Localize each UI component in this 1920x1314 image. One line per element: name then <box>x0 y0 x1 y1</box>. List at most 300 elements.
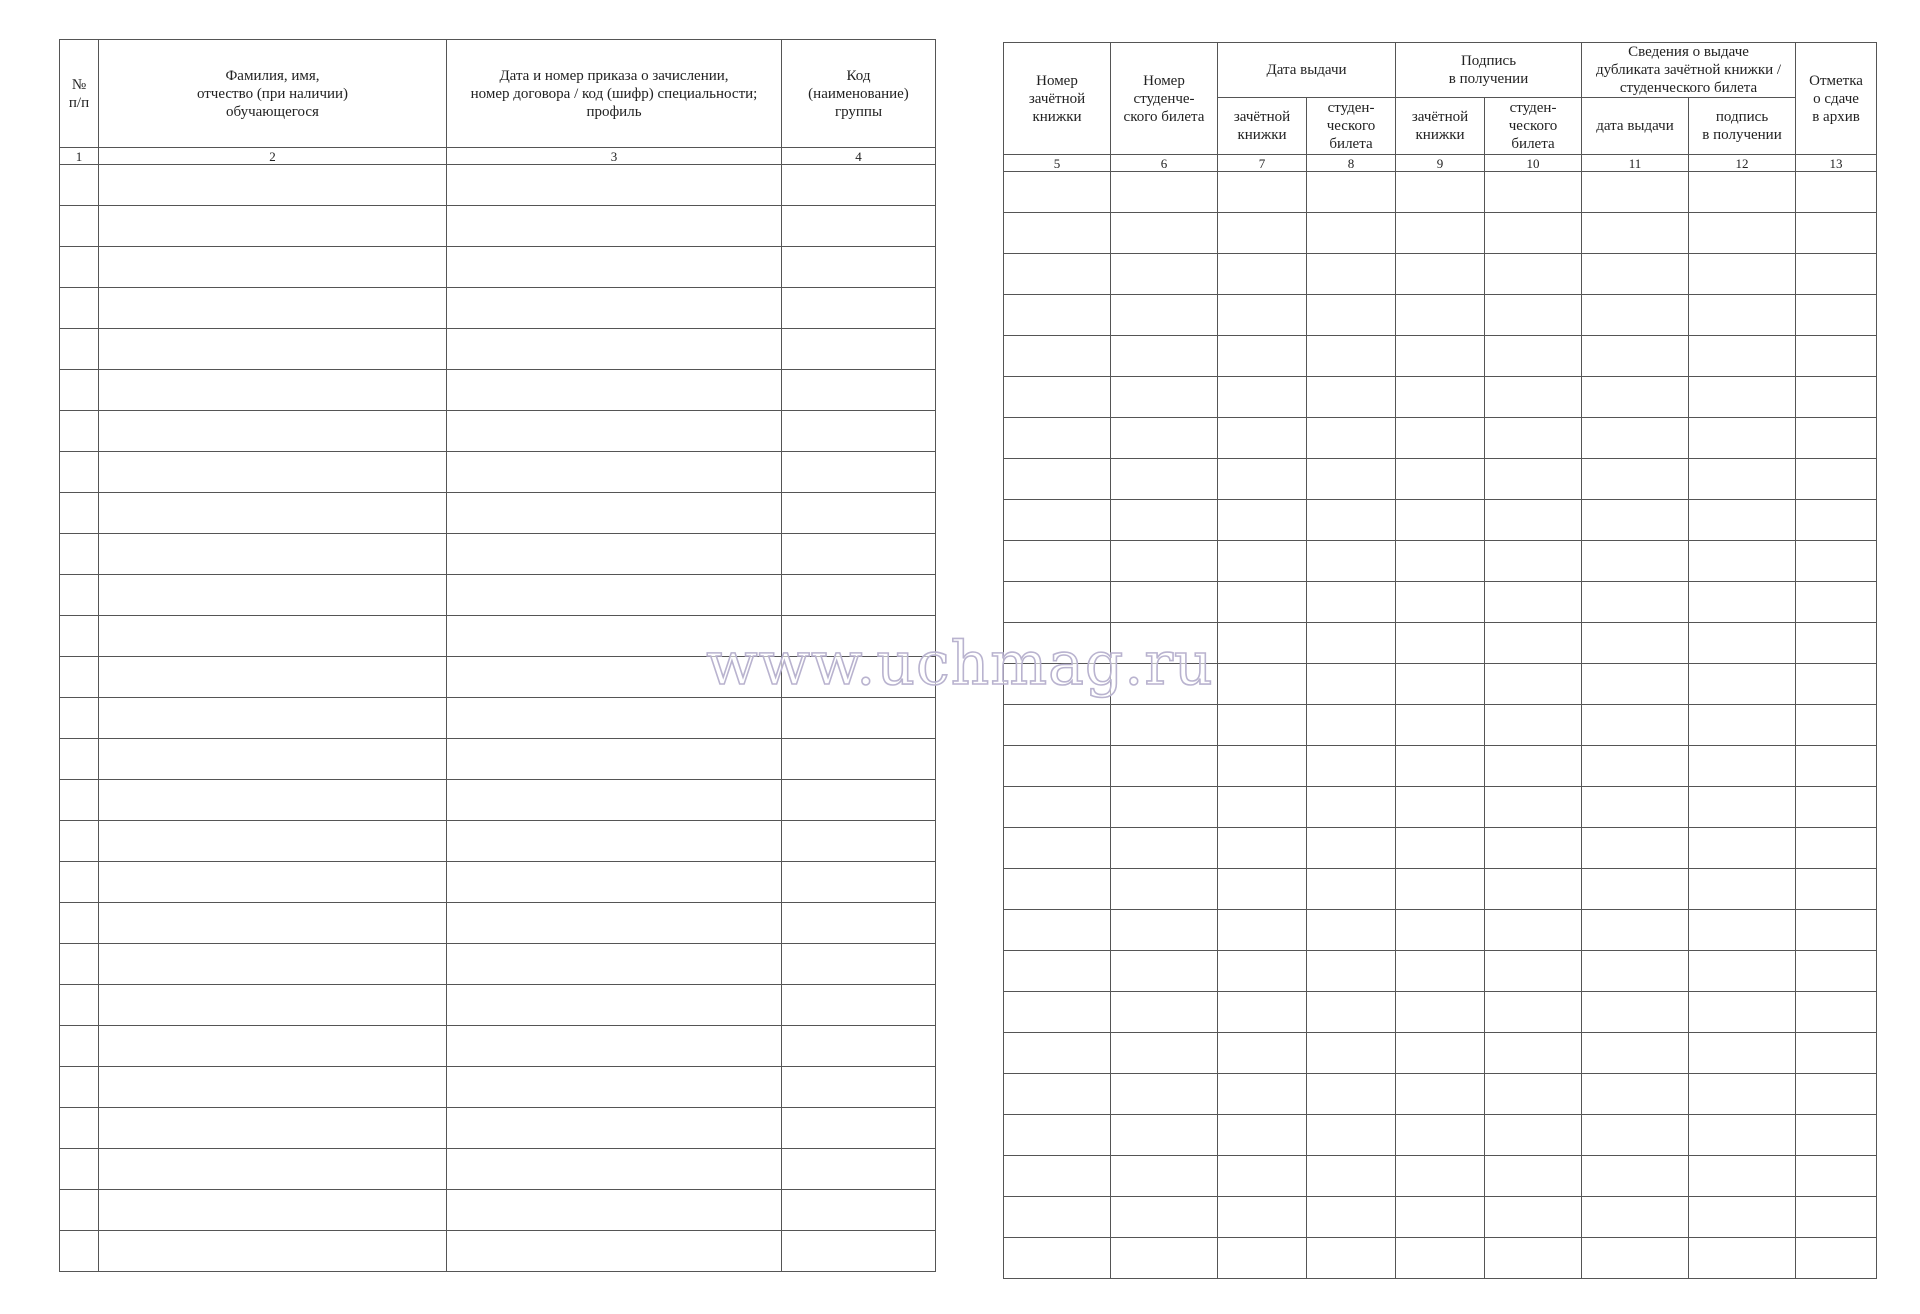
table-cell <box>60 1108 99 1149</box>
table-cell <box>447 657 782 698</box>
header-number: № п/п <box>60 40 99 148</box>
table-cell <box>99 1190 447 1231</box>
table-cell <box>1796 295 1877 336</box>
table-cell <box>782 780 936 821</box>
column-number: 9 <box>1396 155 1485 172</box>
table-cell <box>1307 992 1396 1033</box>
table-cell <box>1485 1197 1582 1238</box>
table-cell <box>1111 336 1218 377</box>
table-cell <box>1111 746 1218 787</box>
table-row <box>60 862 936 903</box>
table-cell <box>1004 910 1111 951</box>
table-cell <box>1307 418 1396 459</box>
table-cell <box>1485 746 1582 787</box>
table-cell <box>1485 787 1582 828</box>
table-cell <box>1111 869 1218 910</box>
right-table-body <box>1004 172 1877 1279</box>
table-cell <box>1396 295 1485 336</box>
table-cell <box>60 411 99 452</box>
table-row <box>60 165 936 206</box>
table-cell <box>99 1231 447 1272</box>
table-cell <box>1396 459 1485 500</box>
table-cell <box>1796 910 1877 951</box>
table-cell <box>1307 295 1396 336</box>
table-row <box>1004 705 1877 746</box>
table-cell <box>782 1149 936 1190</box>
table-cell <box>1689 951 1796 992</box>
table-cell <box>1307 1197 1396 1238</box>
table-cell <box>1582 992 1689 1033</box>
table-row <box>1004 664 1877 705</box>
table-cell <box>60 821 99 862</box>
table-row <box>1004 787 1877 828</box>
table-cell <box>1307 1238 1396 1279</box>
table-cell <box>1582 910 1689 951</box>
table-cell <box>1689 541 1796 582</box>
table-cell <box>1582 1074 1689 1115</box>
table-cell <box>1689 582 1796 623</box>
table-cell <box>1485 951 1582 992</box>
table-cell <box>1582 459 1689 500</box>
table-cell <box>1689 910 1796 951</box>
table-cell <box>60 903 99 944</box>
table-cell <box>99 739 447 780</box>
table-cell <box>1307 172 1396 213</box>
table-cell <box>60 247 99 288</box>
table-cell <box>447 1231 782 1272</box>
table-cell <box>1689 213 1796 254</box>
table-cell <box>447 329 782 370</box>
table-cell <box>1689 336 1796 377</box>
table-cell <box>1796 746 1877 787</box>
table-cell <box>1796 1074 1877 1115</box>
table-cell <box>1111 1074 1218 1115</box>
table-cell <box>1796 172 1877 213</box>
column-number: 12 <box>1689 155 1796 172</box>
table-cell <box>1111 172 1218 213</box>
table-cell <box>1796 500 1877 541</box>
table-cell <box>1485 213 1582 254</box>
table-row <box>60 616 936 657</box>
table-cell <box>1111 377 1218 418</box>
table-cell <box>99 411 447 452</box>
table-cell <box>60 206 99 247</box>
table-cell <box>1582 828 1689 869</box>
table-cell <box>1218 787 1307 828</box>
table-cell <box>1485 377 1582 418</box>
table-cell <box>782 985 936 1026</box>
table-cell <box>1218 582 1307 623</box>
left-journal-table <box>59 39 936 1272</box>
table-cell <box>1396 172 1485 213</box>
table-cell <box>1218 664 1307 705</box>
table-cell <box>99 985 447 1026</box>
right-header-row-top <box>1004 43 1877 98</box>
table-cell <box>1307 541 1396 582</box>
column-number: 5 <box>1004 155 1111 172</box>
header-full-name: Фамилия, имя, отчество (при наличии) обучающегося <box>99 40 447 148</box>
table-cell <box>1307 336 1396 377</box>
table-cell <box>1111 828 1218 869</box>
table-cell <box>1218 459 1307 500</box>
table-cell <box>1004 582 1111 623</box>
table-cell <box>1582 1033 1689 1074</box>
table-cell <box>782 452 936 493</box>
table-cell <box>1218 705 1307 746</box>
table-cell <box>1218 992 1307 1033</box>
table-row <box>1004 500 1877 541</box>
table-cell <box>1689 254 1796 295</box>
table-cell <box>1111 623 1218 664</box>
table-cell <box>1111 1197 1218 1238</box>
table-cell <box>60 780 99 821</box>
table-cell <box>1689 459 1796 500</box>
table-cell <box>1796 787 1877 828</box>
table-cell <box>1582 664 1689 705</box>
header-student-card-number: Номер студенче- ского билета <box>1111 43 1218 155</box>
table-row <box>60 903 936 944</box>
table-cell <box>1004 1156 1111 1197</box>
table-cell <box>1111 541 1218 582</box>
table-cell <box>1307 623 1396 664</box>
right-journal-table <box>1003 42 1877 1279</box>
table-cell <box>1689 746 1796 787</box>
header-archive-mark: Отметка о сдаче в архив <box>1796 43 1877 155</box>
table-cell <box>1218 828 1307 869</box>
table-cell <box>60 985 99 1026</box>
table-cell <box>1004 1197 1111 1238</box>
table-cell <box>447 206 782 247</box>
table-cell <box>1582 500 1689 541</box>
table-row <box>60 739 936 780</box>
table-cell <box>1689 705 1796 746</box>
table-cell <box>1111 1115 1218 1156</box>
table-cell <box>1582 582 1689 623</box>
column-number: 8 <box>1307 155 1396 172</box>
table-cell <box>99 862 447 903</box>
table-cell <box>60 288 99 329</box>
table-row <box>60 985 936 1026</box>
table-row <box>60 534 936 575</box>
table-cell <box>1218 500 1307 541</box>
table-cell <box>1396 582 1485 623</box>
table-cell <box>1796 418 1877 459</box>
table-cell <box>1111 254 1218 295</box>
table-cell <box>60 1190 99 1231</box>
table-cell <box>1004 992 1111 1033</box>
table-cell <box>60 739 99 780</box>
table-cell <box>1796 828 1877 869</box>
table-cell <box>1111 992 1218 1033</box>
table-cell <box>447 1190 782 1231</box>
table-row <box>1004 910 1877 951</box>
table-cell <box>99 903 447 944</box>
table-cell <box>1485 172 1582 213</box>
table-cell <box>782 903 936 944</box>
table-cell <box>1485 1115 1582 1156</box>
table-cell <box>99 493 447 534</box>
table-row <box>1004 1074 1877 1115</box>
table-cell <box>782 534 936 575</box>
table-cell <box>1396 213 1485 254</box>
table-cell <box>99 247 447 288</box>
table-row <box>60 944 936 985</box>
table-cell <box>1485 500 1582 541</box>
table-cell <box>447 411 782 452</box>
table-cell <box>1689 418 1796 459</box>
table-row <box>60 206 936 247</box>
table-cell <box>447 821 782 862</box>
table-cell <box>447 165 782 206</box>
table-cell <box>1396 869 1485 910</box>
table-cell <box>99 698 447 739</box>
table-row <box>60 329 936 370</box>
table-cell <box>1582 1156 1689 1197</box>
table-cell <box>1796 459 1877 500</box>
table-cell <box>447 1026 782 1067</box>
header-issue-date: Дата выдачи <box>1218 43 1396 98</box>
table-row <box>1004 295 1877 336</box>
table-row <box>1004 1238 1877 1279</box>
table-cell <box>1796 705 1877 746</box>
table-cell <box>1218 1115 1307 1156</box>
table-cell <box>782 944 936 985</box>
table-cell <box>99 452 447 493</box>
table-cell <box>1396 746 1485 787</box>
table-cell <box>447 1067 782 1108</box>
table-cell <box>782 411 936 452</box>
table-cell <box>1796 541 1877 582</box>
table-cell <box>60 452 99 493</box>
table-cell <box>1485 254 1582 295</box>
table-cell <box>1796 1156 1877 1197</box>
table-cell <box>99 370 447 411</box>
table-cell <box>1004 418 1111 459</box>
table-row <box>60 1149 936 1190</box>
table-cell <box>782 370 936 411</box>
table-row <box>1004 828 1877 869</box>
table-cell <box>1396 1197 1485 1238</box>
table-cell <box>1396 951 1485 992</box>
table-cell <box>1111 582 1218 623</box>
header-enrollment-order: Дата и номер приказа о зачислении, номер договора / код (шифр) специальности; профиль <box>447 40 782 148</box>
table-cell <box>1689 992 1796 1033</box>
table-cell <box>60 370 99 411</box>
table-cell <box>1307 951 1396 992</box>
table-cell <box>1396 500 1485 541</box>
table-cell <box>1218 1197 1307 1238</box>
table-cell <box>447 247 782 288</box>
table-cell <box>1485 828 1582 869</box>
table-cell <box>1582 213 1689 254</box>
table-cell <box>1396 377 1485 418</box>
table-cell <box>1004 664 1111 705</box>
table-cell <box>1396 705 1485 746</box>
table-cell <box>1307 1074 1396 1115</box>
table-cell <box>1396 787 1485 828</box>
table-cell <box>1582 705 1689 746</box>
table-cell <box>1004 500 1111 541</box>
table-cell <box>1218 869 1307 910</box>
table-cell <box>447 288 782 329</box>
table-cell <box>99 1108 447 1149</box>
table-cell <box>1307 377 1396 418</box>
table-cell <box>1004 1074 1111 1115</box>
table-cell <box>1218 295 1307 336</box>
table-cell <box>1218 172 1307 213</box>
table-cell <box>1582 377 1689 418</box>
table-cell <box>1396 910 1485 951</box>
table-cell <box>1307 500 1396 541</box>
table-cell <box>1218 1074 1307 1115</box>
table-row <box>60 452 936 493</box>
table-cell <box>1111 1238 1218 1279</box>
table-row <box>1004 418 1877 459</box>
table-cell <box>1582 951 1689 992</box>
table-cell <box>1004 213 1111 254</box>
table-cell <box>99 944 447 985</box>
table-cell <box>1689 787 1796 828</box>
table-cell <box>1307 787 1396 828</box>
table-cell <box>1582 869 1689 910</box>
table-cell <box>1004 377 1111 418</box>
table-cell <box>60 1067 99 1108</box>
table-row <box>1004 746 1877 787</box>
table-cell <box>1485 582 1582 623</box>
table-cell <box>1796 623 1877 664</box>
header-group-code: Код (наименование) группы <box>782 40 936 148</box>
table-cell <box>447 903 782 944</box>
table-cell <box>1689 869 1796 910</box>
table-cell <box>1218 1238 1307 1279</box>
table-cell <box>1111 951 1218 992</box>
table-cell <box>1485 295 1582 336</box>
table-cell <box>60 698 99 739</box>
table-cell <box>447 370 782 411</box>
table-row <box>1004 623 1877 664</box>
table-row <box>1004 172 1877 213</box>
table-row <box>60 493 936 534</box>
table-cell <box>99 1149 447 1190</box>
header-issue-date-book: зачётной книжки <box>1218 98 1307 155</box>
table-cell <box>1689 1238 1796 1279</box>
table-row <box>60 821 936 862</box>
table-cell <box>447 493 782 534</box>
table-cell <box>782 657 936 698</box>
table-cell <box>1582 172 1689 213</box>
table-cell <box>1218 910 1307 951</box>
table-cell <box>1004 623 1111 664</box>
column-number: 7 <box>1218 155 1307 172</box>
table-cell <box>447 1108 782 1149</box>
table-cell <box>1796 336 1877 377</box>
table-row <box>60 657 936 698</box>
table-cell <box>782 329 936 370</box>
table-row <box>1004 1115 1877 1156</box>
table-cell <box>99 616 447 657</box>
table-row <box>60 1190 936 1231</box>
table-cell <box>447 452 782 493</box>
table-cell <box>1796 1033 1877 1074</box>
header-duplicate-info: Сведения о выдаче дубликата зачётной книжки / студенческого билета <box>1582 43 1796 98</box>
table-cell <box>1307 746 1396 787</box>
table-cell <box>1004 746 1111 787</box>
header-issue-date-card: студен- ческого билета <box>1307 98 1396 155</box>
table-cell <box>1004 295 1111 336</box>
table-cell <box>782 165 936 206</box>
watermark: www.uchmag.ru <box>706 629 1214 699</box>
table-cell <box>1689 1074 1796 1115</box>
table-cell <box>99 575 447 616</box>
table-cell <box>1582 1197 1689 1238</box>
table-cell <box>60 165 99 206</box>
table-cell <box>782 616 936 657</box>
table-cell <box>1004 336 1111 377</box>
table-cell <box>1689 828 1796 869</box>
table-cell <box>1689 1156 1796 1197</box>
table-row <box>60 1067 936 1108</box>
table-cell <box>1004 869 1111 910</box>
table-cell <box>1218 418 1307 459</box>
table-cell <box>1796 213 1877 254</box>
table-cell <box>782 1067 936 1108</box>
table-cell <box>1396 828 1485 869</box>
table-cell <box>1218 1156 1307 1197</box>
table-row <box>1004 582 1877 623</box>
table-cell <box>1307 910 1396 951</box>
table-cell <box>60 657 99 698</box>
table-cell <box>447 616 782 657</box>
table-cell <box>1111 500 1218 541</box>
table-cell <box>60 575 99 616</box>
table-cell <box>1689 500 1796 541</box>
table-row <box>1004 541 1877 582</box>
table-cell <box>1796 582 1877 623</box>
table-cell <box>782 821 936 862</box>
table-cell <box>782 575 936 616</box>
table-cell <box>1485 992 1582 1033</box>
table-cell <box>1689 1197 1796 1238</box>
table-cell <box>1396 992 1485 1033</box>
header-duplicate-signature: подпись в получении <box>1689 98 1796 155</box>
table-row <box>1004 1033 1877 1074</box>
table-cell <box>1111 295 1218 336</box>
table-cell <box>1004 1115 1111 1156</box>
table-row <box>1004 992 1877 1033</box>
table-cell <box>1307 213 1396 254</box>
table-cell <box>1796 869 1877 910</box>
table-cell <box>1796 254 1877 295</box>
table-cell <box>782 288 936 329</box>
table-cell <box>1004 951 1111 992</box>
table-row <box>1004 336 1877 377</box>
table-cell <box>1796 992 1877 1033</box>
table-cell <box>782 862 936 903</box>
column-number: 10 <box>1485 155 1582 172</box>
table-cell <box>1111 418 1218 459</box>
table-cell <box>1004 459 1111 500</box>
table-cell <box>1485 705 1582 746</box>
table-cell <box>1218 213 1307 254</box>
table-cell <box>99 821 447 862</box>
table-cell <box>1307 254 1396 295</box>
table-cell <box>1004 172 1111 213</box>
table-cell <box>1396 1115 1485 1156</box>
table-cell <box>782 698 936 739</box>
column-number: 1 <box>60 148 99 165</box>
table-cell <box>447 739 782 780</box>
table-cell <box>1796 664 1877 705</box>
